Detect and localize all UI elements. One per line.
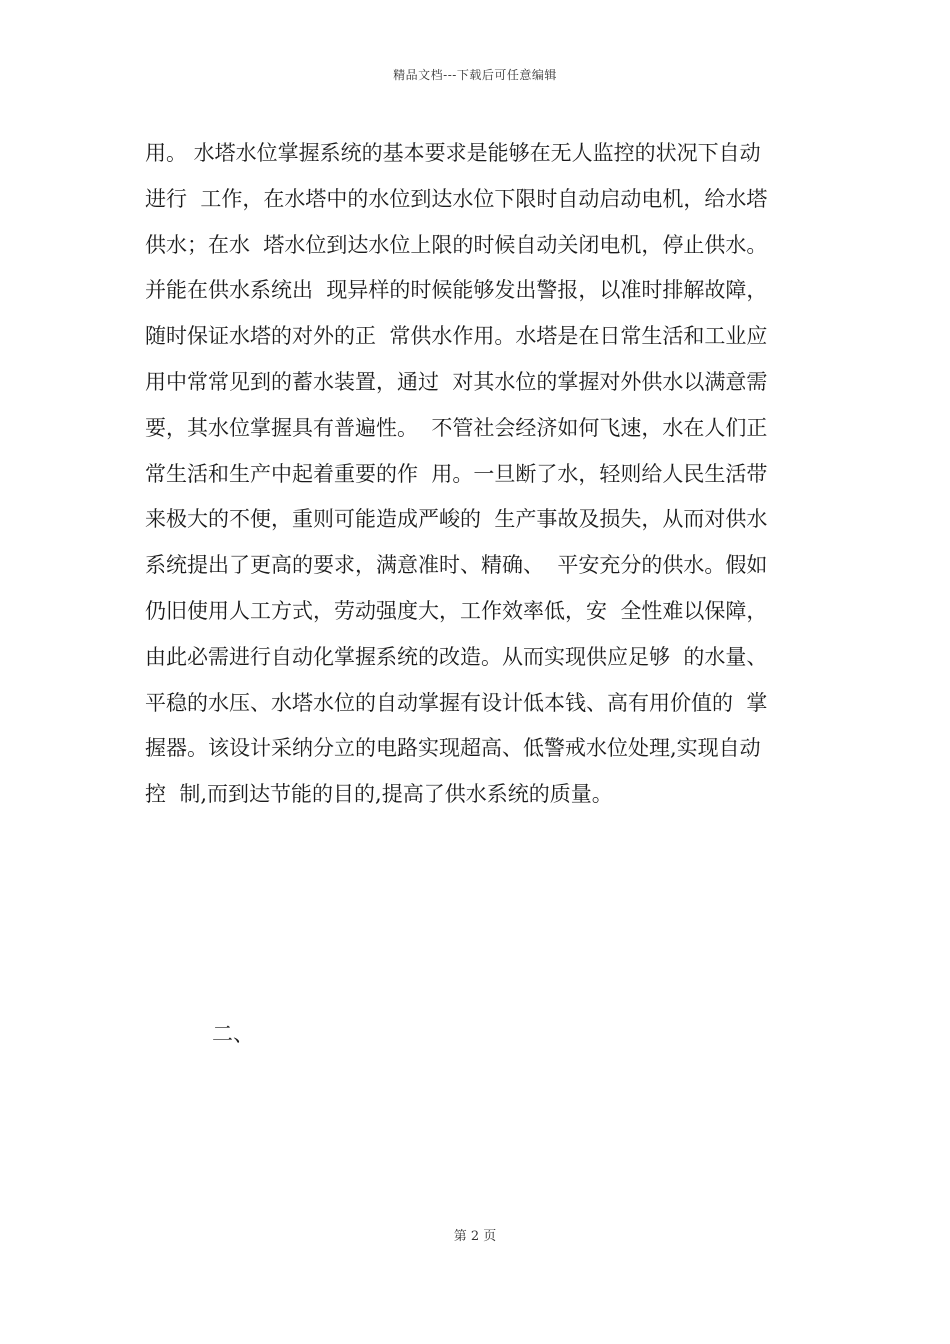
- body-paragraph: [145, 131, 810, 818]
- paragraph-line: 常生活和生产中起着重要的作 用。一旦断了水，轻则给人民生活带: [145, 461, 768, 486]
- paragraph-line: 仍旧使用人工方式，劳动强度大，工作效率低，安 全性难以保障，: [145, 598, 768, 623]
- paragraph-line: 由此必需进行自动化掌握系统的改造。从而实现供应足够 的水量、: [145, 644, 768, 669]
- paragraph-line: 系统提出了更高的要求，满意准时、精确、 平安充分的供水。假如: [145, 553, 768, 578]
- paragraph-line: 来极大的不便，重则可能造成严峻的 生产事故及损失，从而对供水: [145, 507, 768, 532]
- page-number: 第 2 页: [453, 1229, 497, 1244]
- section-heading: 二、: [212, 1022, 254, 1046]
- paragraph-line: 并能在供水系统出 现异样的时候能够发出警报，以准时排解故障，: [145, 278, 768, 303]
- paragraph-line: 用。 水塔水位掌握系统的基本要求是能够在无人监控的状况下自动: [145, 141, 761, 165]
- paragraph-line: 握器。该设计采纳分立的电路实现超高、低警戒水位处理,实现自动: [145, 736, 761, 761]
- paragraph-line: 控 制,而到达节能的目的,提高了供水系统的质量。: [145, 782, 613, 807]
- paragraph-line: 进行 工作，在水塔中的水位到达水位下限时自动启动电机，给水塔: [145, 186, 768, 211]
- paragraph-line: 用中常常见到的蓄水装置，通过 对其水位的掌握对外供水以满意需: [145, 369, 768, 394]
- paragraph-line: 供水；在水 塔水位到达水位上限的时候自动关闭电机，停止供水。: [145, 232, 768, 257]
- paragraph-line: 要，其水位掌握具有普遍性。 不管社会经济如何飞速，水在人们正: [145, 415, 768, 440]
- page-header: 精品文档---下载后可任意编辑: [393, 68, 557, 82]
- paragraph-line: 平稳的水压、水塔水位的自动掌握有设计低本钱、高有用价值的 掌: [145, 690, 768, 715]
- paragraph-line: 随时保证水塔的对外的正 常供水作用。水塔是在日常生活和工业应: [145, 324, 768, 349]
